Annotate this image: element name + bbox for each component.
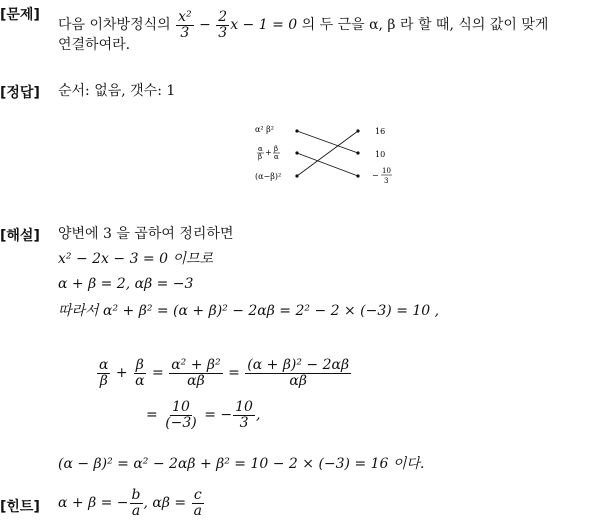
eq1-frac-d: $\frac{\text{(α + β)² − 2αβ}}{\alpha\beta}$ [247, 357, 350, 389]
diagram-left-item-3: (α−β)² [255, 172, 282, 181]
diagram-left-item-1: α² β² [255, 125, 274, 134]
svg-text:10: 10 [382, 167, 391, 175]
diagram-left-item-2 [257, 145, 280, 161]
hint-label: [힌트] [0, 499, 40, 515]
eq-rest: x − 1 = 0 [230, 17, 298, 34]
eq-fraction-2-num: 2 [218, 9, 228, 25]
diagram-link-3 [297, 131, 358, 176]
answer-label: [정답] [0, 85, 40, 101]
problem-text-post: 의 두 근을 α, β 라 할 때, 식의 값이 맞게 [301, 17, 549, 34]
diagram-link-1 [297, 131, 358, 153]
eq2-frac-b: $\frac{10}{3}$ [235, 399, 253, 431]
explanation-line-last: (α − β)² = α² − 2αβ + β² = 10 − 2 × (−3) = 16 이다. [58, 456, 425, 472]
explanation-line-4: 따라서 α² + β² = (α + β)² − 2αβ = 2² − 2 × (−3) = 10 , [58, 303, 440, 319]
answer-text: 순서: 없음, 갯수: 1 [58, 83, 176, 99]
hint-frac-1: $\frac{b}{a}$ [131, 487, 141, 519]
hint-pre: α + β = − [58, 495, 129, 512]
eq1-frac-a: $\frac{\alpha}{\beta}$ [99, 357, 109, 389]
svg-text:−: − [372, 171, 379, 180]
hint-frac-2: $\frac{c}{a}$ [193, 487, 202, 519]
eq2-frac-a: $\frac{10}{(-3)}$ [165, 399, 197, 431]
svg-text:3: 3 [384, 177, 389, 185]
eq1-frac-b: $\frac{\beta}{\alpha}$ [135, 357, 145, 389]
explanation-line-1: 양변에 3 을 곱하여 정리하면 [58, 226, 234, 242]
eq-minus: − [199, 17, 211, 34]
diagram-right-item-1: 16 [375, 127, 386, 136]
svg-text:β: β [274, 145, 279, 153]
eq-fraction-2-den: 3 [218, 24, 228, 41]
problem-label: [문제] [0, 7, 40, 23]
svg-text:β: β [258, 153, 263, 161]
svg-text:+: + [265, 148, 272, 157]
eq1-frac-c: $\frac{\text{α² + β²}}{\alpha\beta}$ [171, 357, 221, 389]
eq-fraction-1-den: 3 [180, 24, 190, 41]
diagram-link-2 [297, 153, 358, 176]
eq-fraction-1 [176, 10, 194, 40]
eq-fraction-1-num: x² [178, 9, 192, 25]
hint-mid: , αβ = [143, 495, 187, 512]
explanation-equation-2: = $\frac{10}{(-3)}$ = − $\frac{10}{3}$ , [146, 399, 261, 431]
problem-line-2: 연결하여라. [58, 37, 131, 53]
matching-diagram [250, 122, 410, 192]
diagram-right-item-2: 10 [375, 150, 386, 159]
problem-line-1 [58, 10, 548, 40]
explanation-label: [해설] [0, 228, 40, 244]
diagram-right-item-3 [372, 167, 392, 185]
explanation-equation-1: $\frac{\alpha}{\beta}$ + $\frac{\beta}{\alpha}$ = $\frac{\text{α² + β²}}{\alpha\beta}$ = $\frac{\text{(α + β)² − 2αβ}}{\alpha\beta}$ [99, 357, 350, 389]
hint-equation [58, 488, 205, 518]
explanation-line-3: α + β = 2, αβ = −3 [58, 276, 194, 292]
explanation-line-2: x² − 2x − 3 = 0 이므로 [58, 251, 214, 267]
eq-fraction-2 [216, 10, 229, 40]
svg-text:α: α [258, 145, 263, 153]
svg-text:α: α [274, 153, 279, 161]
problem-text-pre: 다음 이차방정식의 [58, 17, 171, 34]
